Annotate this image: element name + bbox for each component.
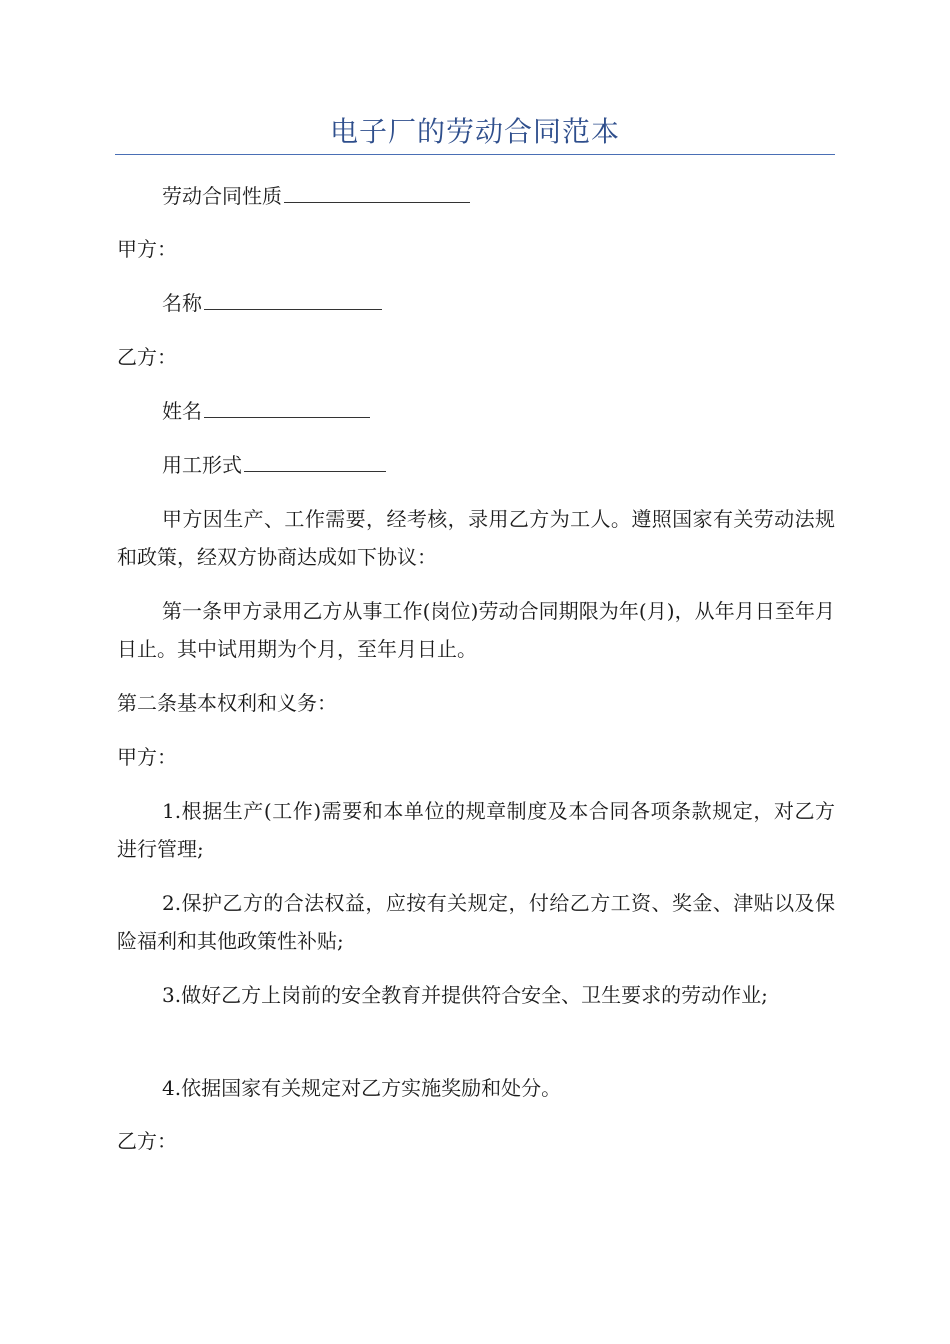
party-a-duties-label: 甲方：: [117, 745, 177, 769]
party-b-label: 乙方：: [117, 345, 177, 369]
party-a-item-4: 4.依据国家有关规定对乙方实施奖励和处分。: [162, 1076, 562, 1100]
article-2-heading: 第二条基本权利和义务：: [117, 691, 337, 715]
contract-nature-label: 劳动合同性质: [162, 184, 282, 208]
person-name-line: [162, 392, 835, 430]
company-name-label: 名称: [162, 291, 202, 315]
person-name-blank: [204, 393, 370, 418]
party-a-item-3: 3.做好乙方上岗前的安全教育并提供符合安全、卫生要求的劳动作业;: [162, 983, 768, 1007]
party-b-duties-label: 乙方：: [117, 1129, 177, 1153]
company-name-blank: [204, 285, 382, 310]
intro-paragraph: 甲方因生产、工作需要，经考核，录用乙方为工人。遵照国家有关劳动法规和政策，经双方协商达成如下协议：: [117, 507, 835, 569]
party-a-item-1: 1.根据生产(工作)需要和本单位的规章制度及本合同各项条款规定，对乙方进行管理;: [117, 799, 835, 861]
title-underline: [115, 154, 835, 155]
document-title: 电子厂的劳动合同范本: [329, 115, 620, 148]
contract-nature-blank: [284, 178, 470, 203]
article-1-paragraph: 第一条甲方录用乙方从事工作(岗位)劳动合同期限为年(月)，从年月日至年月日止。其中试用期为个月，至年月日止。: [117, 599, 835, 661]
employment-form-label: 用工形式: [162, 453, 242, 477]
party-a-label: 甲方：: [117, 237, 177, 261]
party-a-item-2: 2.保护乙方的合法权益，应按有关规定，付给乙方工资、奖金、津贴以及保险福利和其他政策性补贴;: [117, 891, 835, 953]
employment-form-blank: [244, 447, 386, 472]
company-name-line: [162, 284, 835, 322]
employment-form-line: [162, 446, 835, 484]
contract-nature-line: [162, 177, 835, 215]
person-name-label: 姓名: [162, 399, 202, 423]
